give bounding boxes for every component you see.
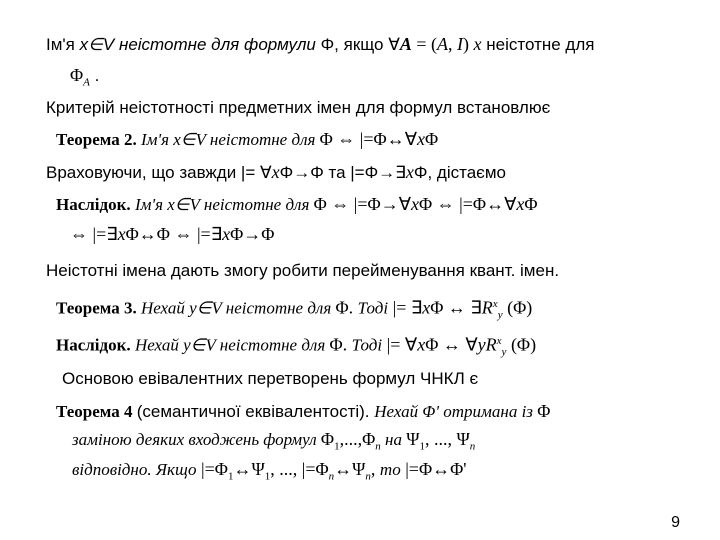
text-segment: , ..., |=Φ — [270, 459, 329, 479]
text-segment: Наслідок. — [56, 335, 135, 355]
text-segment: 1 — [334, 440, 340, 453]
text-segment: Φ — [425, 129, 439, 149]
text-segment: Φ ⇔ |=Φ↔∀ — [419, 194, 517, 214]
text-segment: Φ. — [329, 334, 352, 355]
text-segment: , — [448, 34, 458, 54]
text-segment: y — [497, 309, 503, 322]
line-10 — [56, 330, 536, 363]
text-segment: Основою евівалентних перетворень формул ЧНКЛ є — [62, 369, 479, 388]
text-segment: Φ — [320, 429, 335, 449]
text-segment: 1 — [264, 470, 271, 483]
line-3 — [46, 97, 550, 119]
text-segment: Теорема 2. — [56, 130, 141, 149]
text-segment: Нехай y∈V неістотне для — [140, 298, 336, 318]
text-segment: Нехай Φ' отримана із — [374, 402, 538, 421]
text-segment: 1 — [227, 470, 234, 483]
text-segment: x — [411, 194, 420, 214]
text-segment: Ім'я — [46, 35, 80, 54]
text-segment: n — [365, 470, 371, 483]
text-segment: Теорема 3. — [56, 298, 141, 318]
line-13 — [72, 428, 475, 457]
text-segment: на — [380, 430, 407, 449]
text-segment: |=Φ — [196, 459, 228, 479]
line-5 — [46, 161, 506, 184]
text-segment: x — [422, 297, 431, 318]
text-segment: 1 — [419, 440, 425, 453]
text-segment: то — [379, 460, 401, 479]
line-7 — [70, 223, 274, 246]
text-segment: R — [481, 297, 493, 318]
line-4 — [56, 128, 438, 151]
text-segment: Φ, дістаємо — [413, 163, 506, 182]
text-segment: ↔Ψ — [334, 459, 366, 479]
text-segment: відповідно. Якщо — [72, 460, 197, 479]
text-segment: (семантичної еквівалентості). — [136, 402, 375, 421]
line-14 — [72, 458, 467, 487]
text-segment: Φ ↔ ∃ — [430, 297, 482, 318]
text-segment: Тоді — [357, 298, 389, 318]
line-9 — [56, 293, 532, 326]
text-segment: x — [516, 194, 525, 214]
text-segment: A — [83, 76, 90, 89]
text-segment: , — [370, 459, 380, 479]
text-segment: заміною деяких входжень формул — [72, 430, 321, 449]
text-segment: Φ. — [335, 297, 358, 318]
text-segment: ) — [463, 34, 474, 54]
text-segment: Ψ — [406, 429, 420, 449]
text-segment: = ( — [411, 34, 438, 54]
text-segment: Враховуючи, що завжди |= ∀ — [46, 163, 272, 182]
line-2 — [70, 64, 99, 93]
text-segment: n — [375, 440, 381, 453]
text-segment: (Φ) — [506, 334, 537, 355]
text-segment: x — [417, 334, 426, 355]
text-segment: |=Φ↔Φ' — [400, 459, 467, 479]
text-segment: I — [457, 34, 464, 54]
line-8 — [46, 260, 559, 282]
text-segment: Φ — [537, 401, 551, 421]
text-segment: Тоді — [351, 335, 383, 355]
text-segment: |= ∀ — [382, 334, 418, 355]
text-segment: x — [222, 224, 231, 244]
text-segment: Φ ⇔ |=Φ→∀ — [313, 194, 412, 214]
text-segment: x — [473, 34, 482, 54]
text-segment: x — [117, 224, 126, 244]
text-segment: n — [469, 440, 476, 453]
text-segment: Φ→Φ — [230, 224, 275, 244]
text-segment: Φ — [524, 194, 538, 214]
text-segment: ⇔ |=∃ — [70, 224, 118, 244]
text-segment: . — [89, 66, 100, 85]
line-11 — [62, 368, 478, 390]
text-segment: Φ — [70, 65, 84, 85]
line-1 — [46, 33, 594, 56]
text-segment: (Φ) — [502, 297, 533, 318]
text-segment: Ім'я x∈V неістотне для — [140, 130, 320, 149]
text-segment: n — [328, 470, 335, 483]
text-segment: x — [492, 298, 498, 310]
text-segment: x — [271, 162, 280, 182]
text-segment: |= ∃ — [388, 297, 423, 318]
text-segment: Φ, якщо ∀ — [320, 35, 400, 54]
text-segment: A — [437, 34, 449, 54]
text-segment: A — [399, 34, 412, 54]
text-segment: ,...,Φ — [339, 429, 376, 449]
text-segment: Ім'я x∈V неістотне для — [134, 195, 314, 214]
text-segment: Φ→Φ та |=Φ→∃ — [279, 163, 406, 182]
text-segment: x — [417, 129, 426, 149]
text-segment: Наслідок. — [56, 195, 135, 214]
text-segment: x∈V неістотне для формули — [79, 35, 321, 54]
text-segment: неістотне для — [481, 35, 595, 54]
text-segment: y — [501, 346, 507, 359]
page-number: 9 — [671, 514, 680, 531]
text-segment: yR — [477, 334, 497, 355]
text-segment: x — [405, 162, 414, 182]
line-6 — [56, 193, 538, 216]
text-segment: x — [496, 335, 502, 347]
text-segment: Критерій неістотності предметних імен для формул встановлює — [46, 98, 551, 117]
text-segment: Неістотні імена дають змогу робити перейменування квант. імен. — [46, 261, 560, 280]
text-segment: Φ ↔ ∀ — [425, 334, 478, 355]
text-segment: Нехай y∈V неістотне для — [134, 335, 330, 355]
text-segment: Теорема 4 — [56, 402, 137, 421]
text-segment: Φ ⇔ |=Φ↔∀ — [319, 129, 418, 149]
text-segment: , ..., Ψ — [424, 429, 470, 449]
text-segment: ↔Ψ — [233, 459, 265, 479]
text-segment: Φ↔Φ ⇔ |=∃ — [125, 224, 223, 244]
line-12 — [56, 400, 550, 423]
